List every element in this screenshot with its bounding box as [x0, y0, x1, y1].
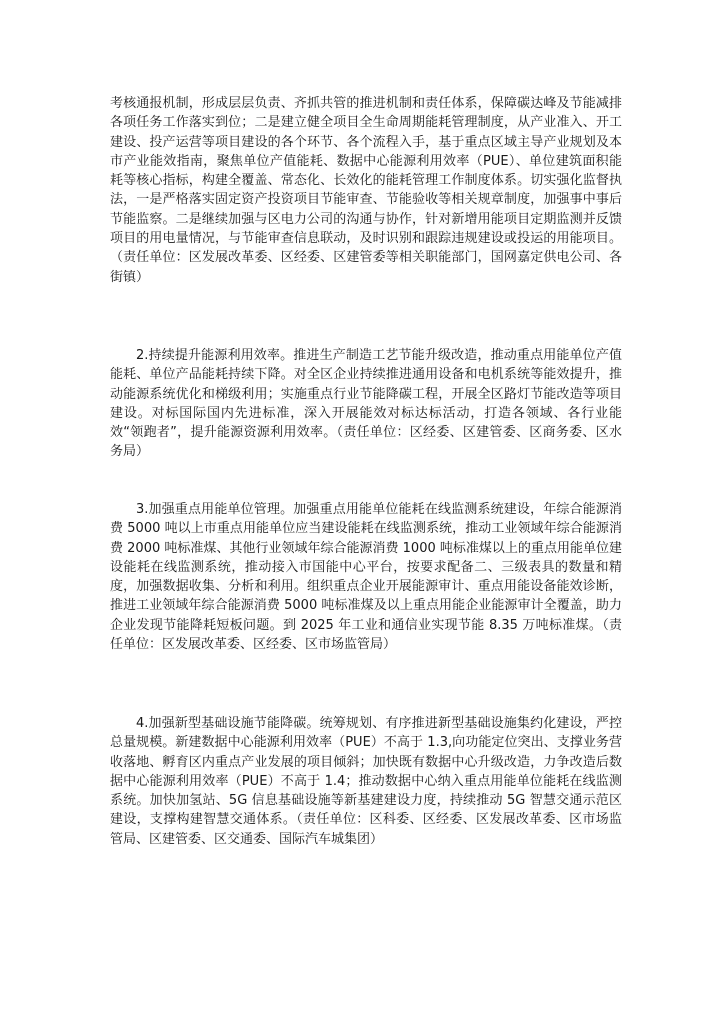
paragraph-new-infrastructure: 4.加强新型基础设施节能降碳。统筹规划、有序推进新型基础设施集约化建设，严控总量规模。新建数据中心能源利用效率（PUE）不高于 1.3,向功能定位突出、支撑业务营收落地、孵育区内重点产业发展的项目倾斜；加快既有数据中心升级改造，力争改造后数据中心能源利用效率（PUE）不高于 1.4；推动数据中心纳入重点用能单位能耗在线监测系统。加快加氢站、5G 信息基础设施等新基建建设力度，持续推动 5G 智慧交通示范区建设，支撑构建智慧交通体系。（责任单位：区科委、区经委、区发展改革委、区市场监管局、区建管委、区交通委、国际汽车城集团）: [110, 716, 622, 847]
paragraph-energy-management-system: 考核通报机制，形成层层负责、齐抓共管的推进机制和责任体系，保障碳达峰及节能减排各项任务工作落实到位；二是建立健全项目全生命周期能耗管理制度，从产业准入、开工建设、投产运营等项目建设的各个环节、各个流程入手，基于重点区域主导产业规划及本市产业能效指南，聚焦单位产值能耗、数据中心能源利用效率（PUE）、单位建筑面积能耗等核心指标，构建全覆盖、常态化、长效化的能耗管理工作制度体系。切实强化监督执法，一是严格落实固定资产投资项目节能审查、节能验收等相关规章制度，加强事中事后节能监察。二是继续加强与区电力公司的沟通与协作，针对新增用能项目定期监测并反馈项目的用电量情况，与节能审查信息联动，及时识别和跟踪违规建设或投运的用能项目。（责任单位：区发展改革委、区经委、区建管委等相关职能部门，国网嘉定供电公司、各街镇）: [110, 96, 622, 285]
paragraph-key-energy-units: 3.加强重点用能单位管理。加强重点用能单位能耗在线监测系统建设，年综合能源消费 5000 吨以上市重点用能单位应当建设能耗在线监测系统，推动工业领域年综合能源消费 2000 吨标准煤、其他行业领域年综合能源消费 1000 吨标准煤以上的重点用能单位建设能耗在线监测系统，推动接入市国能中心平台，按要求配备二、三级表具的数量和精度，加强数据收集、分析和利用。组织重点企业开展能源审计、重点用能设备能效诊断，推进工业领域年综合能源消费 5000 吨标准煤及以上重点用能企业能源审计全覆盖，助力企业发现节能降耗短板问题。到 2025 年工业和通信业实现节能 8.35 万吨标准煤。（责任单位：区发展改革委、区经委、区市场监管局）: [110, 502, 622, 653]
paragraph-energy-efficiency: 2.持续提升能源利用效率。推进生产制造工艺节能升级改造，推动重点用能单位产值能耗、单位产品能耗持续下降。对全区企业持续推进通用设备和电机系统等能效提升，推动能源系统优化和梯级利用；实施重点行业节能降碳工程，开展全区路灯节能改造等项目建设。对标国际国内先进标准，深入开展能效对标达标活动，打造各领域、各行业能效“领跑者”，提升能源资源利用效率。（责任单位：区经委、区建管委、区商务委、区水务局）: [110, 348, 622, 460]
